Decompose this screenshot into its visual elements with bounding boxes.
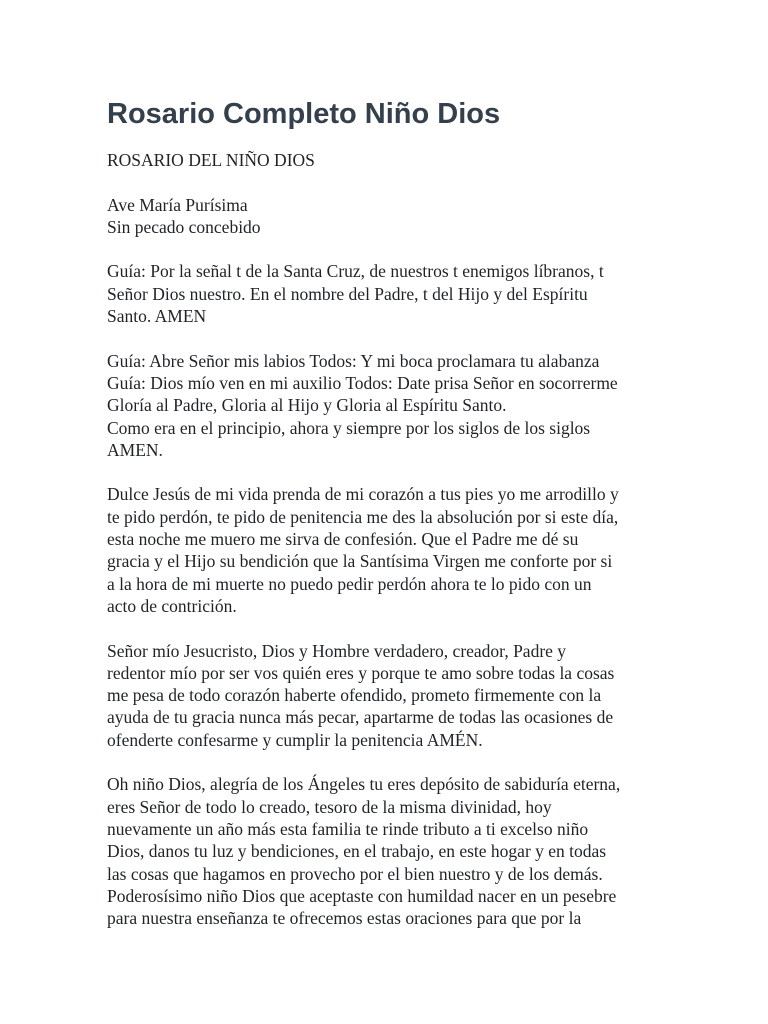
document-page — [107, 96, 667, 952]
paragraph — [107, 149, 667, 171]
text-line: Ave María Purísima — [107, 194, 248, 215]
document-title: Rosario Completo Niño Dios — [107, 98, 501, 130]
text-line: ROSARIO DEL NIÑO DIOS — [107, 150, 315, 170]
text-line: esta noche me muero me sirva de confesión. Que el Padre me dé su — [107, 529, 579, 550]
text-line: a la hora de mi muerte no puedo pedir perdón ahora te lo pido con un — [107, 573, 592, 594]
text-line: Oh niño Dios, alegría de los Ángeles tu eres depósito de sabiduría eterna, — [107, 774, 621, 795]
text-line: para nuestra enseñanza te ofrecemos estas oraciones para que por la — [107, 908, 582, 929]
text-line: las cosas que hagamos en provecho por el bien nuestro y de los demás. — [107, 863, 603, 884]
text-line: redentor mío por ser vos quién eres y porque te amo sobre todas la cosas — [107, 662, 615, 683]
paragraph — [107, 194, 667, 239]
text-line: Como era en el principio, ahora y siempre por los siglos de los siglos — [107, 417, 591, 438]
text-line: acto de contrición. — [107, 595, 237, 616]
text-line: Señor mío Jesucristo, Dios y Hombre verdadero, creador, Padre y — [107, 640, 567, 661]
text-line: me pesa de todo corazón haberte ofendido, prometo firmemente con la — [107, 685, 602, 706]
text-line: eres Señor de todo lo creado, tesoro de la misma divinidad, hoy — [107, 796, 552, 817]
text-line: Gloría al Padre, Gloria al Hijo y Gloria al Espíritu Santo. — [107, 395, 507, 416]
text-line: Guía: Abre Señor mis labios Todos: Y mi boca proclamara tu alabanza — [107, 350, 600, 371]
text-line: Dulce Jesús de mi vida prenda de mi corazón a tus pies yo me arrodillo y — [107, 484, 619, 505]
paragraph — [107, 773, 667, 929]
paragraph — [107, 483, 667, 617]
text-line: te pido perdón, te pido de penitencia me des la absolución por si este día, — [107, 506, 619, 527]
text-line: Dios, danos tu luz y bendiciones, en el trabajo, en este hogar y en todas — [107, 841, 607, 862]
text-line: ayuda de tu gracia nunca más pecar, apartarme de todas las ocasiones de — [107, 707, 614, 728]
text-line: AMEN. — [107, 439, 163, 460]
text-line: Poderosísimo niño Dios que aceptaste con humildad nacer en un pesebre — [107, 885, 617, 906]
text-line: Guía: Dios mío ven en mi auxilio Todos: Date prisa Señor en socorrerme — [107, 372, 618, 393]
text-line: Señor Dios nuestro. En el nombre del Padre, t del Hijo y del Espíritu — [107, 283, 588, 304]
text-line: gracia y el Hijo su bendición que la Santísima Virgen me conforte por si — [107, 551, 613, 572]
text-line: ofenderte confesarme y cumplir la penitencia AMÉN. — [107, 729, 483, 750]
text-line: Guía: Por la señal t de la Santa Cruz, de nuestros t enemigos líbranos, t — [107, 261, 604, 282]
paragraph — [107, 640, 667, 751]
document-body — [107, 149, 667, 929]
text-line: Sin pecado concebido — [107, 216, 261, 237]
text-line: nuevamente un año más esta familia te rinde tributo a ti excelso niño — [107, 818, 589, 839]
text-line: Santo. AMEN — [107, 306, 207, 327]
paragraph — [107, 350, 667, 461]
paragraph — [107, 260, 667, 327]
